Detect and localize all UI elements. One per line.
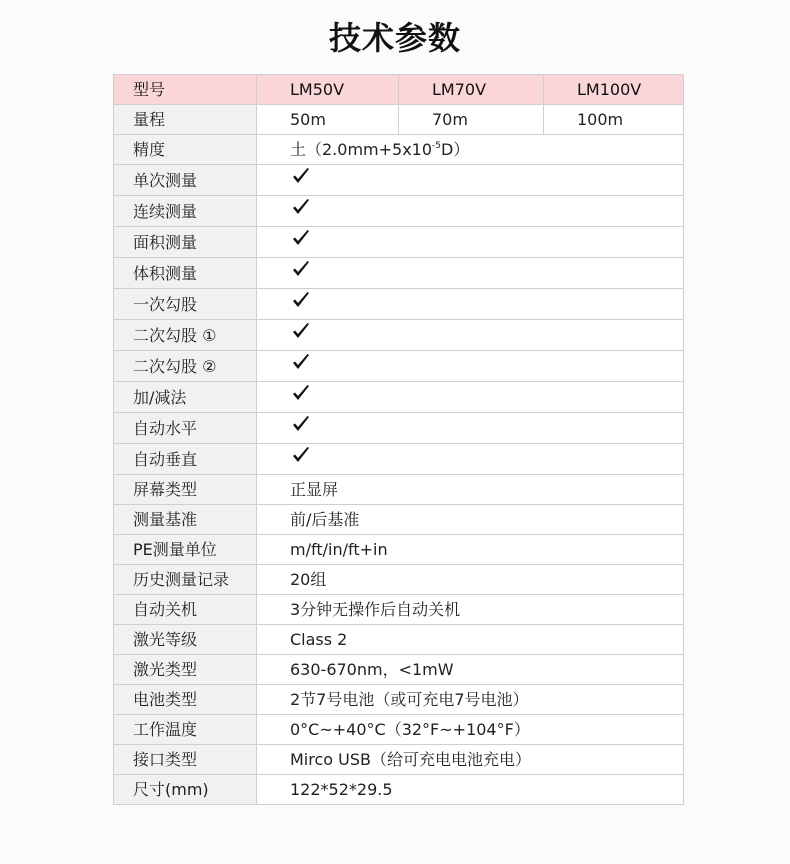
- spec-value: 20组: [257, 565, 684, 595]
- table-row: [114, 535, 684, 565]
- table-row: [114, 413, 684, 444]
- table-row: [114, 227, 684, 258]
- accuracy-value: [257, 135, 684, 165]
- spec-label: 测量基准: [114, 505, 257, 535]
- checkmark-icon: [291, 166, 311, 195]
- feature-label: 自动垂直: [114, 444, 257, 475]
- feature-label: 连续测量: [114, 196, 257, 227]
- range-lm70v: 70m: [399, 105, 544, 135]
- spec-label: 工作温度: [114, 715, 257, 745]
- checkmark-icon: [291, 228, 311, 257]
- feature-supported: [257, 444, 684, 475]
- table-row: [114, 165, 684, 196]
- spec-label: 激光类型: [114, 655, 257, 685]
- spec-label: PE测量单位: [114, 535, 257, 565]
- table-row: [114, 105, 684, 135]
- feature-label: 二次勾股 ①: [114, 320, 257, 351]
- spec-label: 电池类型: [114, 685, 257, 715]
- feature-label: 一次勾股: [114, 289, 257, 320]
- accuracy-suffix: D）: [441, 140, 470, 159]
- feature-label: 二次勾股 ②: [114, 351, 257, 382]
- table-row: [114, 196, 684, 227]
- model-lm70v: LM70V: [399, 75, 544, 105]
- checkmark-icon: [291, 197, 311, 226]
- spec-label: 接口类型: [114, 745, 257, 775]
- feature-supported: [257, 165, 684, 196]
- checkmark-icon: [291, 259, 311, 288]
- feature-supported: [257, 289, 684, 320]
- table-row: [114, 685, 684, 715]
- feature-supported: [257, 320, 684, 351]
- model-lm100v: LM100V: [544, 75, 684, 105]
- spec-value: 2节7号电池（或可充电7号电池）: [257, 685, 684, 715]
- table-row: [114, 715, 684, 745]
- spec-label: 尺寸(mm): [114, 775, 257, 805]
- feature-supported: [257, 351, 684, 382]
- spec-value: Mirco USB（给可充电电池充电）: [257, 745, 684, 775]
- spec-value: 122*52*29.5: [257, 775, 684, 805]
- table-row: [114, 258, 684, 289]
- table-row: [114, 775, 684, 805]
- spec-label: 历史测量记录: [114, 565, 257, 595]
- spec-label: 自动关机: [114, 595, 257, 625]
- table-row: [114, 351, 684, 382]
- table-row: [114, 475, 684, 505]
- range-lm100v: 100m: [544, 105, 684, 135]
- feature-supported: [257, 382, 684, 413]
- spec-value: m/ft/in/ft+in: [257, 535, 684, 565]
- model-header-label: 型号: [114, 75, 257, 105]
- checkmark-icon: [291, 414, 311, 443]
- feature-supported: [257, 227, 684, 258]
- spec-value: Class 2: [257, 625, 684, 655]
- model-lm50v: LM50V: [257, 75, 399, 105]
- table-row: [114, 320, 684, 351]
- table-row: [114, 505, 684, 535]
- feature-supported: [257, 258, 684, 289]
- checkmark-icon: [291, 352, 311, 381]
- table-row: [114, 135, 684, 165]
- accuracy-prefix: 土（2.0mm+5x10: [290, 140, 433, 159]
- spec-value: 3分钟无操作后自动关机: [257, 595, 684, 625]
- feature-label: 面积测量: [114, 227, 257, 258]
- range-lm50v: 50m: [257, 105, 399, 135]
- checkmark-icon: [291, 383, 311, 412]
- checkmark-icon: [291, 445, 311, 474]
- range-label: 量程: [114, 105, 257, 135]
- checkmark-icon: [291, 290, 311, 319]
- spec-label: 屏幕类型: [114, 475, 257, 505]
- table-row: [114, 382, 684, 413]
- checkmark-icon: [291, 321, 311, 350]
- table-row: [114, 625, 684, 655]
- table-header-row: [114, 75, 684, 105]
- table-row: [114, 595, 684, 625]
- feature-label: 加/减法: [114, 382, 257, 413]
- page-title: 技术参数: [328, 19, 461, 57]
- feature-label: 单次测量: [114, 165, 257, 196]
- spec-value: 正显屏: [257, 475, 684, 505]
- spec-label: 激光等级: [114, 625, 257, 655]
- feature-label: 体积测量: [114, 258, 257, 289]
- spec-value: 630-670nm，<1mW: [257, 655, 684, 685]
- spec-value: 前/后基准: [257, 505, 684, 535]
- spec-value: 0°C~+40°C（32°F~+104°F）: [257, 715, 684, 745]
- feature-label: 自动水平: [114, 413, 257, 444]
- feature-supported: [257, 196, 684, 227]
- table-row: [114, 444, 684, 475]
- accuracy-exponent: -5: [432, 140, 442, 151]
- table-row: [114, 655, 684, 685]
- table-row: [114, 289, 684, 320]
- table-row: [114, 745, 684, 775]
- accuracy-label: 精度: [114, 135, 257, 165]
- spec-table: [113, 74, 684, 805]
- feature-supported: [257, 413, 684, 444]
- table-row: [114, 565, 684, 595]
